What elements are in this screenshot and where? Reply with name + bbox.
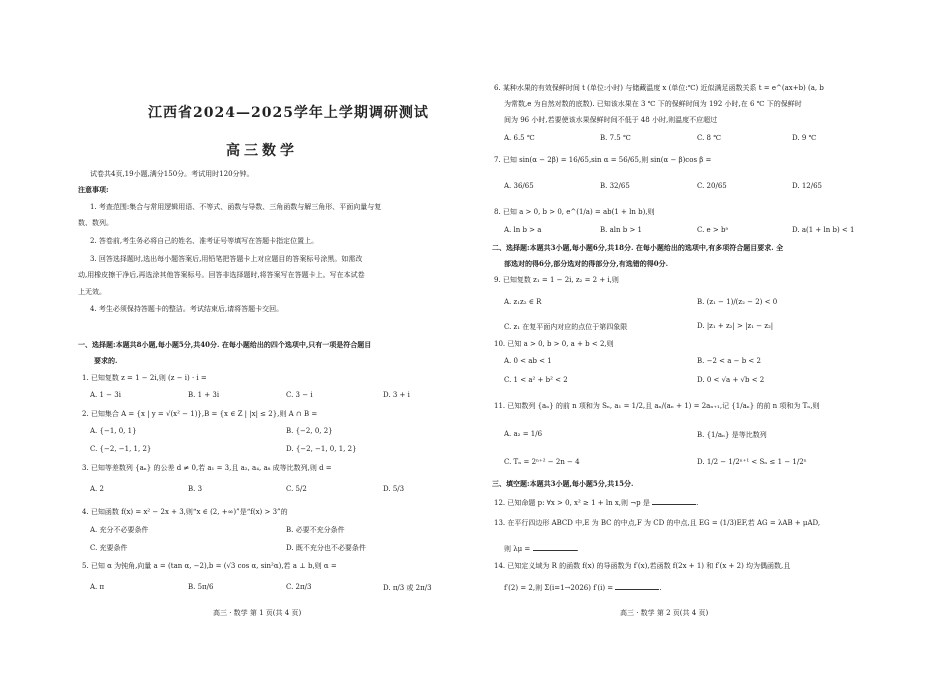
exam-title: 江西省2024—2025学年上学期调研测试 [148, 105, 429, 121]
q8-option-d: D. a(1 + ln b) < 1 [792, 226, 855, 234]
q7-option-a: A. 36/65 [504, 182, 534, 190]
right-column [492, 0, 872, 678]
q11-option-a: A. a₂ = 1/6 [504, 430, 543, 438]
q6-option-b: B. 7.5 ℃ [600, 134, 631, 142]
q7-option-b: B. 32/65 [600, 182, 630, 190]
question-13-line-2: 则 λμ = . [504, 545, 579, 553]
q3-option-c: C. 5/2 [286, 485, 307, 493]
q13-answer-blank[interactable] [533, 543, 577, 551]
question-12-text: 12. 已知命题 p: ∀x > 0, x² ≥ 1 + ln x,则 ¬p 是 [494, 499, 650, 507]
q10-option-d: D. 0 < √a + √b < 2 [697, 376, 765, 384]
left-column [78, 0, 463, 678]
question-13-line-1: 13. 在平行四边形 ABCD 中,E 为 BC 的中点,F 为 CD 的中点,且 EG = (1/3)EF,若 AG = λAB + μAD, [494, 519, 821, 527]
question-13-text: 则 λμ = [504, 545, 531, 553]
q14-answer-blank[interactable] [615, 582, 659, 590]
q8-option-b: B. aln b > 1 [600, 226, 642, 234]
question-9: 9. 已知复数 z₁ = 1 − 2i, z₂ = 2 + i,则 [494, 276, 619, 284]
q12-answer-blank[interactable] [652, 497, 696, 505]
q1-option-a: A. 1 − 3i [90, 391, 121, 399]
section-2-heading: 二、选择题:本题共3小题,每小题6分,共18分. 在每小题给出的选项中,有多项符合题目要求. 全 [492, 243, 784, 252]
question-14-text: f′(2) = 2,则 Σ(i=1→2026) f′(i) = [504, 584, 614, 592]
note-3a: 3. 回答选择题时,选出每小题答案后,用铅笔把答题卡上对应题目的答案标号涂黑。如需改 [90, 255, 363, 263]
question-6-line-3: 间为 96 小时,若要使该水果保鲜时间不低于 48 小时,则温度不应超过 [504, 116, 718, 124]
q4-option-b: B. 必要不充分条件 [286, 526, 345, 534]
q2-option-d: D. {−2, −1, 0, 1, 2} [286, 445, 357, 453]
q8-option-c: C. e > bᵃ [697, 226, 729, 234]
q5-option-a: A. π [90, 583, 105, 591]
q10-option-b: B. −2 < a − b < 2 [697, 357, 761, 365]
section-2-heading-cont: 部选对的得6分,部分选对的得部分分,有选错的得0分. [504, 259, 669, 268]
question-6-line-2: 为常数,e 为自然对数的底数). 已知该水果在 3 ℃ 下的保鲜时间为 192 小时,在 6 ℃ 下的保鲜时 [504, 100, 802, 108]
q5-option-c: C. 2π/3 [286, 583, 312, 591]
note-1a: 1. 考查范围:集合与常用逻辑用语、不等式、函数与导数、三角函数与解三角形、平面向量与复 [90, 203, 382, 211]
question-8: 8. 已知 a > 0, b > 0, e^(1/a) = ab(1 + ln b),则 [494, 208, 655, 216]
question-10: 10. 已知 a > 0, b > 0, a + b < 2,则 [494, 340, 614, 348]
q9-option-c: C. z₁ 在复平面内对应的点位于第四象限 [504, 323, 628, 331]
q4-option-c: C. 充要条件 [90, 544, 128, 552]
q1-option-b: B. 1 + 3i [188, 391, 220, 399]
q3-option-b: B. 3 [188, 485, 203, 493]
q11-option-c: C. Tₙ = 2ⁿ⁺² − 2n − 4 [504, 458, 580, 466]
q9-option-d: D. |z₁ + z₂| > |z₁ − z₂| [697, 322, 774, 330]
q1-option-d: D. 3 + i [383, 391, 410, 399]
question-11: 11. 已知数列 {aₙ} 的前 n 项和为 Sₙ, a₁ = 1/2,且 aₙ/(aₙ + 1) = 2aₙ₊₁,记 {1/aₙ} 的前 n 项和为 Tₙ,则 [494, 402, 820, 410]
q3-option-a: A. 2 [90, 485, 104, 493]
right-page-footer: 高三 · 数学 第 2 页(共 4 页) [620, 609, 709, 617]
q8-option-a: A. ln b > a [504, 226, 542, 234]
q11-option-d: D. 1/2 − 1/2ⁿ⁺¹ < Sₙ ≤ 1 − 1/2ⁿ [697, 458, 807, 466]
question-6-line-1: 6. 某种水果的有效保鲜时间 t (单位:小时) 与储藏温度 x (单位:℃) 近似满足函数关系 t = e^(ax+b) (a, b [494, 84, 824, 92]
q10-option-a: A. 0 < ab < 1 [504, 357, 552, 365]
q3-option-d: D. 5/3 [383, 485, 405, 493]
note-3c: 上无效。 [78, 288, 106, 296]
question-14-line-2: f′(2) = 2,则 Σ(i=1→2026) f′(i) = . [504, 584, 662, 592]
q6-option-d: D. 9 ℃ [792, 134, 817, 142]
q2-option-c: C. {−2, −1, 1, 2} [90, 445, 152, 453]
note-2: 2. 答卷前,考生务必将自己的姓名、准考证号等填写在答题卡指定位置上。 [90, 237, 319, 245]
section-3-heading: 三、填空题:本题共3小题,每小题5分,共15分. [492, 479, 634, 488]
question-14-line-1: 14. 已知定义域为 R 的函数 f(x) 的导函数为 f′(x),若函数 f(2x + 1) 和 f′(x + 2) 均为偶函数,且 [494, 562, 791, 570]
q4-option-a: A. 充分不必要条件 [90, 526, 149, 534]
question-2: 2. 已知集合 A = {x | y = √(x² − 1)},B = {x ∈ Z | |x| ≤ 2},则 A ∩ B = [82, 410, 318, 418]
section-1-heading: 一、选择题:本题共8小题,每小题5分,共40分. 在每小题给出的四个选项中,只有一项是符合题目 [78, 340, 372, 349]
q6-option-a: A. 6.5 ℃ [504, 134, 535, 142]
exam-subject: 高三数学 [226, 143, 298, 159]
question-1: 1. 已知复数 z = 1 − 2i,则 (z − i) · i = [82, 374, 207, 382]
q4-option-d: D. 既不充分也不必要条件 [286, 544, 366, 552]
question-5: 5. 已知 α 为钝角,向量 a = (tan α, −2),b = (√3 cos α, sin²α),若 a ⊥ b,则 α = [82, 562, 337, 570]
left-page-footer: 高三 · 数学 第 1 页(共 4 页) [213, 609, 302, 617]
question-12: 12. 已知命题 p: ∀x > 0, x² ≥ 1 + ln x,则 ¬p 是 . [494, 499, 699, 507]
exam-intro: 试卷共4页,19小题,满分150分。考试用时120分钟。 [90, 170, 254, 178]
q7-option-d: D. 12/65 [792, 182, 822, 190]
notes-heading: 注意事项: [78, 185, 109, 194]
note-4: 4. 考生必须保持答题卡的整洁。考试结束后,请将答题卡交回。 [90, 305, 284, 313]
q6-option-c: C. 8 ℃ [697, 134, 722, 142]
question-4: 4. 已知函数 f(x) = x² − 2x + 3,则“x ∈ (2, +∞)”是“f(x) > 3”的 [82, 508, 288, 516]
q2-option-b: B. {−2, 0, 2} [286, 427, 333, 435]
section-1-heading-cont: 要求的. [94, 356, 118, 365]
question-3: 3. 已知等差数列 {aₙ} 的公差 d ≠ 0,若 a₁ = 3,且 a₂, a₄, a₈ 成等比数列,则 d = [82, 464, 332, 472]
q11-option-b: B. {1/aₙ} 是等比数列 [697, 431, 767, 439]
note-3b: 动,用橡皮擦干净后,再选涂其他答案标号。回答非选择题时,将答案写在答题卡上。写在本试卷 [78, 271, 365, 279]
q9-option-b: B. (z₁ − 1)/(z₂ − 2) < 0 [697, 298, 778, 306]
q2-option-a: A. {−1, 0, 1} [90, 427, 137, 435]
q7-option-c: C. 20/65 [697, 182, 727, 190]
q5-option-d: D. π/3 或 2π/3 [383, 584, 432, 592]
q5-option-b: B. 5π/6 [188, 583, 214, 591]
q10-option-c: C. 1 < a² + b² < 2 [504, 376, 568, 384]
q1-option-c: C. 3 − i [286, 391, 313, 399]
note-1b: 数、数列。 [78, 219, 113, 227]
q9-option-a: A. z₁z₂ ∈ R [504, 298, 542, 306]
question-7: 7. 已知 sin(α − 2β) = 16/65,sin α = 56/65,则 sin(α − β)cos β = [494, 156, 712, 164]
